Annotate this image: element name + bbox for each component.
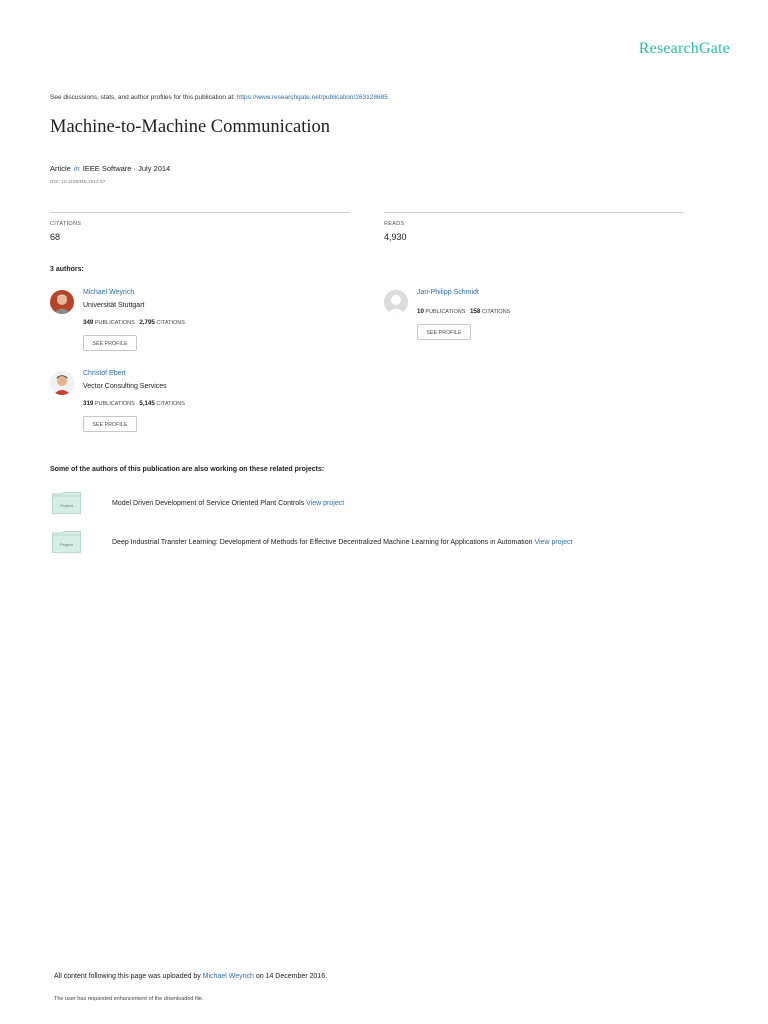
citations-count: 5,145 (139, 400, 155, 407)
article-info (50, 164, 170, 173)
researchgate-logo: ResearchGate (638, 40, 730, 57)
author-stats (83, 319, 185, 326)
publications-label: PUBLICATIONS (94, 401, 135, 407)
author-stats (83, 400, 185, 407)
see-text: See discussions, stats, and author profiles for this publication at: (50, 94, 235, 101)
project-folder-icon (52, 492, 81, 514)
project-item (50, 492, 740, 522)
project-icon-label: Project (60, 542, 73, 547)
publication-url-link[interactable]: https://www.researchgate.net/publication/263128685 (236, 94, 388, 101)
publications-count: 349 (83, 319, 94, 326)
citations-count: 2,795 (139, 319, 155, 326)
author-name-link[interactable]: Michael Weyrich (83, 289, 135, 296)
uploader-link[interactable]: Michael Weyrich (202, 973, 254, 980)
reads-value: 4,930 (384, 232, 407, 242)
project-title: Model Driven Development of Service Oriented Plant Controls (112, 500, 305, 507)
project-title: Deep Industrial Transfer Learning: Development of Methods for Effective Decentralized Machine Learning for Applications in Automation (112, 539, 533, 546)
venue: IEEE Software · July 2014 (82, 164, 171, 173)
see-profile-button[interactable]: SEE PROFILE (83, 335, 137, 351)
author-card (50, 371, 350, 441)
citations-count: 158 (469, 308, 481, 315)
project-text (112, 539, 572, 546)
upload-suffix: on 14 December 2016. (255, 973, 328, 980)
divider-left (50, 212, 350, 213)
authors-heading: 3 authors: (50, 266, 84, 273)
article-type: Article (50, 164, 71, 173)
divider-right (384, 212, 684, 213)
in-word: in (73, 164, 80, 173)
see-profile-button[interactable]: SEE PROFILE (83, 416, 137, 432)
project-text (112, 500, 344, 507)
upload-prefix: All content following this page was uploaded by (54, 973, 201, 980)
publications-label: PUBLICATIONS (94, 320, 135, 326)
citations-label: CITATIONS (481, 309, 511, 315)
author-name-link[interactable]: Jan-Philipp Schmidt (417, 289, 479, 296)
project-item (50, 531, 740, 561)
author-institution: Vector Consulting Services (83, 383, 167, 390)
citations-label: CITATIONS (156, 401, 185, 407)
citations-value: 68 (50, 232, 61, 242)
enhancement-note: The user has requested enhancement of the downloaded file. (54, 996, 204, 1002)
publications-label: PUBLICATIONS (425, 309, 466, 315)
reads-label: READS (384, 221, 405, 227)
view-project-link[interactable]: View project (534, 539, 573, 546)
author-card (384, 290, 684, 360)
related-projects-heading: Some of the authors of this publication are also working on these related projects: (50, 466, 325, 473)
citations-label: CITATIONS (156, 320, 185, 326)
project-folder-icon (52, 531, 81, 553)
publications-count: 10 (417, 308, 424, 315)
publication-title: Machine-to-Machine Communication (50, 117, 330, 137)
author-stats (417, 308, 510, 315)
upload-note (54, 973, 327, 980)
avatar-placeholder[interactable] (384, 290, 408, 314)
see-profile-button[interactable]: SEE PROFILE (417, 324, 471, 340)
author-name-link[interactable]: Christof Ebert (83, 370, 126, 377)
avatar[interactable] (50, 371, 74, 395)
publications-count: 319 (83, 400, 94, 407)
author-institution: Universität Stuttgart (83, 302, 145, 309)
view-project-link[interactable]: View project (306, 500, 345, 507)
project-icon-label: Project (60, 503, 73, 508)
author-card (50, 290, 350, 360)
doi: DOI: 10.1109/MS.2014.87 (50, 180, 106, 185)
discussion-line (50, 94, 388, 101)
citations-label: CITATIONS (50, 221, 82, 227)
avatar[interactable] (50, 290, 74, 314)
